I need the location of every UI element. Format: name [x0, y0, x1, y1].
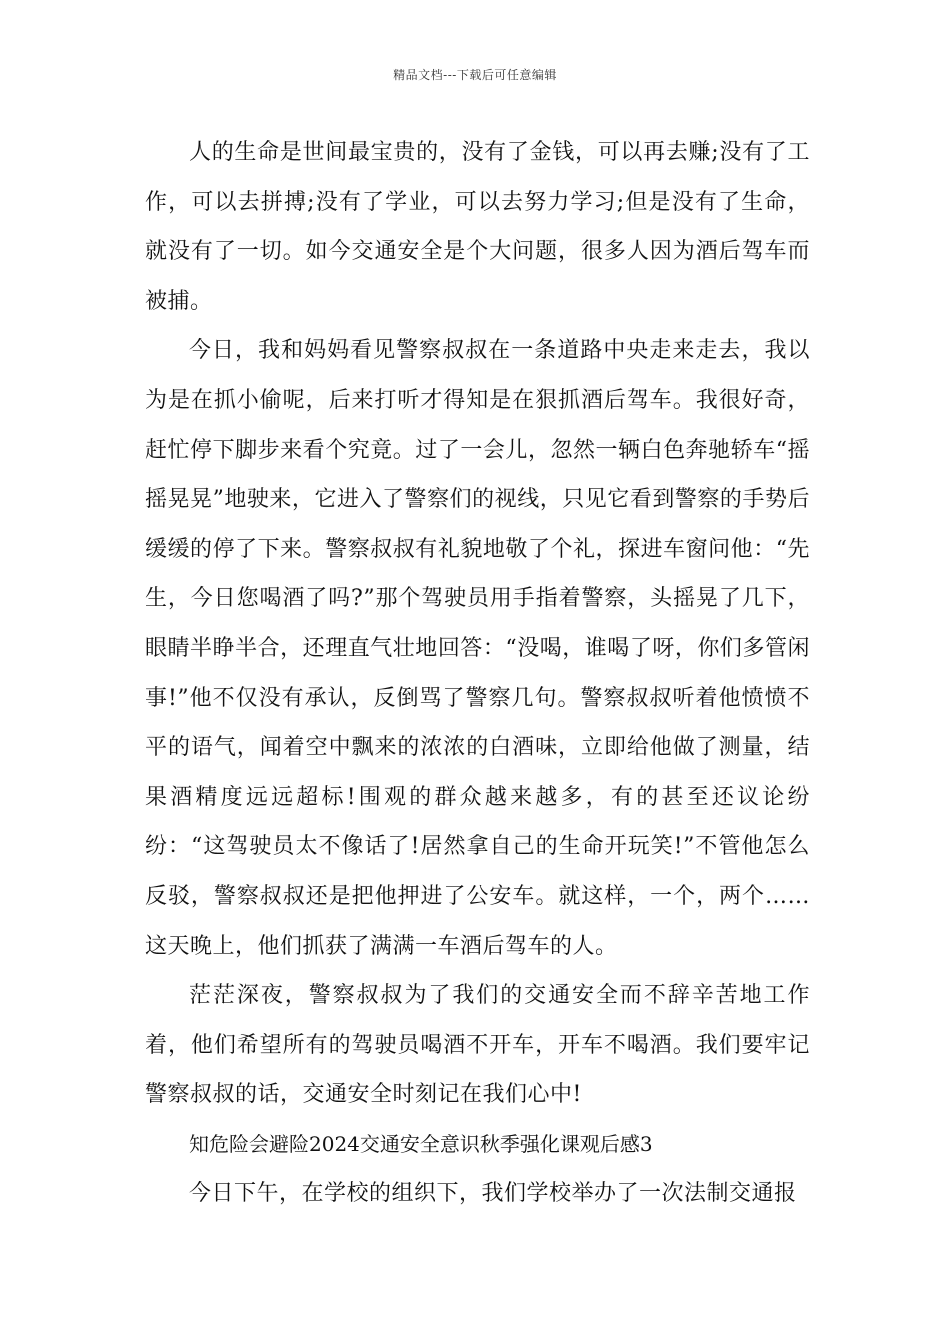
- page-header: 精品文档---下载后可任意编辑: [393, 68, 557, 82]
- paragraph-life-value: 人的生命是世间最宝贵的，没有了金钱，可以再去赚;没有了工作，可以去拼搏;没有了学业，可以去努力学习;但是没有了生命，就没有了一切。如今交通安全是个大问题，很多人因为酒后驾车而被捕。: [145, 140, 810, 314]
- paragraph-conclusion: 茫茫深夜，警察叔叔为了我们的交通安全而不辞辛苦地工作着，他们希望所有的驾驶员喝酒不开车，开车不喝酒。我们要牢记警察叔叔的话，交通安全时刻记在我们心中!: [145, 983, 810, 1108]
- paragraph-next-essay-start: 今日下午，在学校的组织下，我们学校举办了一次法制交通报: [189, 1181, 797, 1207]
- document-body: [145, 128, 810, 1219]
- section-title: 知危险会避险2024交通安全意识秋季强化课观后感3: [189, 1131, 653, 1156]
- paragraph-drunk-driving-story: 今日，我和妈妈看见警察叔叔在一条道路中央走来走去，我以为是在抓小偷呢，后来打听才得知是在狠抓酒后驾车。我很好奇，赶忙停下脚步来看个究竟。过了一会儿，忽然一辆白色奔驰轿车“摇摇晃晃”地驶来，它进入了警察们的视线，只见它看到警察的手势后缓缓的停了下来。警察叔叔有礼貌地敬了个礼，探进车窗问他：“先生，今日您喝酒了吗?”那个驾驶员用手指着警察，头摇晃了几下，眼睛半睁半合，还理直气壮地回答：“没喝，谁喝了呀，你们多管闲事!”他不仅没有承认，反倒骂了警察几句。警察叔叔听着他愤愤不平的语气，闻着空中飘来的浓浓的白酒味，立即给他做了测量，结果酒精度远远超标!围观的群众越来越多，有的甚至还议论纷纷：“这驾驶员太不像话了!居然拿自己的生命开玩笑!”不管他怎么反驳，警察叔叔还是把他押进了公安车。就这样，一个，两个……这天晚上，他们抓获了满满一车酒后驾车的人。: [145, 338, 810, 959]
